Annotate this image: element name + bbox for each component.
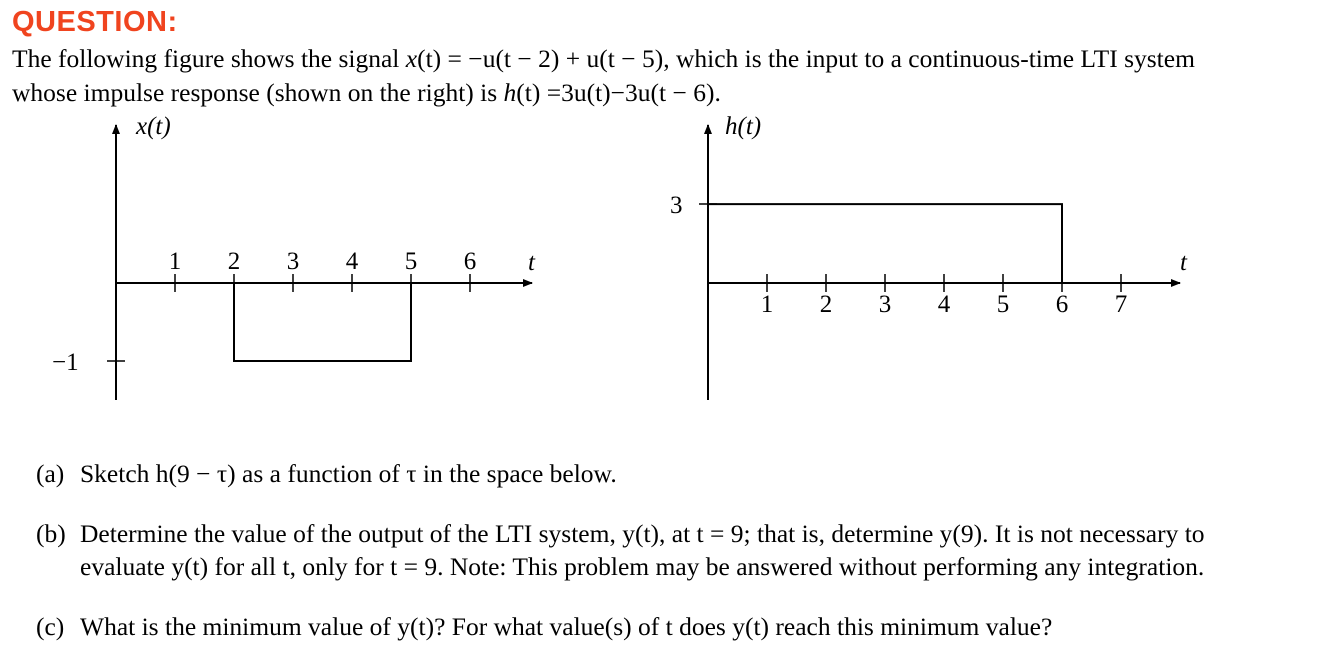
part-a bbox=[36, 457, 617, 490]
part-c bbox=[36, 610, 1053, 643]
part-b bbox=[36, 517, 1205, 581]
plot-h-tick-label-2: 2 bbox=[819, 291, 833, 318]
plot-h-signal-line bbox=[708, 204, 1180, 283]
plot-h-tick-label-4: 4 bbox=[937, 291, 951, 318]
plot-x-xlabel: t bbox=[528, 249, 535, 276]
plot-x-tick-label-3: 3 bbox=[286, 248, 300, 275]
plot-x-ytick-label: −1 bbox=[52, 349, 79, 376]
part-a-label: (a) bbox=[36, 459, 65, 488]
plot-x-tick-label-4: 4 bbox=[345, 248, 359, 275]
part-b-text-line-1: Determine the value of the output of the LTI system, y(t), at t = 9; that is, determine y(9). It is not necessary to bbox=[80, 519, 1205, 548]
plot-x-signal-line bbox=[116, 283, 529, 361]
plot-h-ticks bbox=[761, 274, 1128, 318]
part-a-text: Sketch h(9 − τ) as a function of τ in the space below. bbox=[80, 459, 617, 488]
plot-x-tick-label-5: 5 bbox=[404, 248, 418, 275]
plot-x-tick-label-6: 6 bbox=[463, 248, 477, 275]
plot-h-tick-label-1: 1 bbox=[760, 291, 774, 318]
plot-h-tick-label-7: 7 bbox=[1114, 291, 1128, 318]
question-heading: QUESTION: bbox=[12, 6, 178, 38]
plot-h-tick-label-3: 3 bbox=[878, 291, 892, 318]
plot-x-tick-label-2: 2 bbox=[227, 248, 241, 275]
part-c-text: What is the minimum value of y(t)? For what value(s) of t does y(t) reach this minimum value? bbox=[80, 612, 1053, 641]
plot-x bbox=[52, 113, 536, 400]
plot-h-ytick-label: 3 bbox=[670, 192, 683, 219]
plot-x-tick-label-1: 1 bbox=[168, 248, 182, 275]
intro-line-1: The following figure shows the signal x(t) = −u(t − 2) + u(t − 5), which is the input to a continuous-time LTI system bbox=[12, 44, 1195, 73]
part-b-text-line-2: evaluate y(t) for all t, only for t = 9. Note: This problem may be answered without performing any integration. bbox=[80, 552, 1205, 581]
plot-x-ticks bbox=[169, 248, 477, 292]
part-c-label: (c) bbox=[36, 612, 65, 641]
plot-h-tick-label-5: 5 bbox=[996, 291, 1010, 318]
plot-h-tick-label-6: 6 bbox=[1055, 291, 1069, 318]
plot-x-ylabel: x(t) bbox=[136, 113, 171, 140]
plot-h-xlabel: t bbox=[1180, 249, 1187, 276]
plot-h-ylabel: h(t) bbox=[725, 113, 762, 140]
intro-line-2: whose impulse response (shown on the right) is h(t) =3u(t)−3u(t − 6). bbox=[12, 78, 721, 107]
plot-h bbox=[670, 113, 1188, 400]
part-b-label: (b) bbox=[36, 519, 66, 548]
